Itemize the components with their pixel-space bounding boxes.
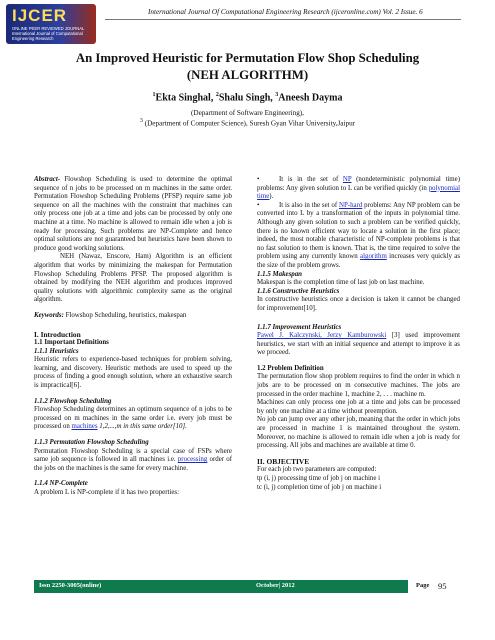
logo-subtext: ONLINE PEER REVIEWED JOURNAL International Journal of Computational Engineering Research xyxy=(12,26,85,41)
link-np-hard[interactable]: NP-hard xyxy=(338,201,363,209)
heading-improvement-heuristics: 1.1.7 Improvement Heuristics xyxy=(257,323,342,331)
author-list: $^1$Ekta Singhal, $^2$Shalu Singh, $^3$Aneesh Dayma xyxy=(152,92,343,104)
link-processing[interactable]: processing xyxy=(177,456,208,464)
heading-flowshop: 1.1.2 Flowshop Scheduling xyxy=(34,397,112,405)
paper-title-line2: (NEH ALGORITHM) xyxy=(186,68,309,82)
journal-logo xyxy=(6,4,96,44)
keywords: Keywords: Flowshop Scheduling, heuristics, makespan xyxy=(34,311,187,319)
paragraph-permutation-flowshop: Permutation Flowshop Scheduling is a special case of FSPs where same job sequence is followed in all machines i.e. processing order of the jobs on the machines is the same for every machine. xyxy=(34,447,232,472)
subsection-important-definitions: 1.1 Important Definitions xyxy=(34,339,109,347)
footer-date: October| 2012 xyxy=(256,582,295,589)
definition-tp: tp (i, j) processing time of job j on machine i xyxy=(257,475,381,482)
footer-issn: Issn 2250-3005(online) xyxy=(39,582,102,589)
link-machines[interactable]: machines xyxy=(71,423,98,431)
paper-title-line1: An Improved Heuristic for Permutation Flow Shop Scheduling xyxy=(75,51,420,65)
paragraph-problem-definition-3: No job can jump over any other job, meaning that the order in which jobs are processed in machine 1 is maintained throughout the system. Moreover, no machine is allowed to remain idle when a job is ready for processing. All jobs and machines are available at time 0. xyxy=(257,416,460,450)
section-introduction-heading: I. Introduction xyxy=(34,329,81,339)
definition-tc: tc (i, j) completion time of job j on machine i xyxy=(257,483,382,491)
journal-header-line: International Journal Of Computational Engineering Research (ijceronline.com) Vol. 2 Issue. 6 xyxy=(148,8,423,16)
logo-text: IJCER xyxy=(12,6,68,25)
affiliation-1: (Department of Software Engineering), xyxy=(191,109,304,117)
affiliation-2: $^3$ (Department of Computer Science), Suresh Gyan Vihar University,Jaipur xyxy=(139,118,356,128)
heading-problem-definition: 1.2 Problem Definition xyxy=(257,364,324,372)
paragraph-problem-definition-2: Machines can only process one job at a time and jobs can be processed by only one machine at a time without preemption. xyxy=(257,399,460,415)
paragraph-objective: For each job two parameters are computed: xyxy=(257,466,377,474)
heading-permutation-flowshop: 1.1.3 Permutation Flowshop Scheduling xyxy=(34,439,149,447)
abstract-paragraph-2: NEH (Nawaz, Enscore, Ham) Algorithm is an efficient algorithm that works by minimizing the makespan for Permutation Flowshop Scheduling Problems PFSP. The proposed algorithm is obtained by modifying the NEH algorithm and produces improved quality solutions with algorithmic complexity same as the original algorithm. xyxy=(34,253,232,304)
link-algorithm[interactable]: algorithm xyxy=(360,253,387,261)
link-polynomial-time[interactable]: polynomial time xyxy=(257,184,460,201)
page-number: 95 xyxy=(438,581,447,591)
footer-bar xyxy=(34,580,462,593)
heading-np-complete: 1.1.4 NP-Complete xyxy=(34,480,88,488)
heading-constructive-heuristics: 1.1.6 Constructive Heuristics xyxy=(257,287,340,295)
bullet-np-hard: • It is also in the set of NP-hard problems: Any NP problem can be converted into L by a transformation of the inputs in polynomial time. Although any given solution to such a problem can be verified quickly, there is no known efficient way to locate a solution in the first place; indeed, the most notable characteristic of NP-complete problems is that no fast solution to them is known. That is, the time required to solve the problem using any currently known algorithm increases very quickly as the size of the problem grows. xyxy=(257,202,460,271)
right-column xyxy=(257,176,460,492)
paragraph-flowshop: Flowshop Scheduling determines an optimum sequence of n jobs to be processed on m machines in the same order i.e. every job must be processed on machines 1,2,...,m in this same order[10]. xyxy=(34,406,232,431)
paragraph-problem-definition: The permutation flow shop problem requires to find the order in which n jobs are to be processed on m consecutive machines. The jobs are processed in the order machine 1, machine 2, . . . machine m. xyxy=(257,373,460,398)
heading-makespan: 1.1.5 Makespan xyxy=(257,270,302,278)
bullet-np: • It is in the set of NP (nondeterministic polynomial time) problems: Any given solution to L can be verified quickly (in polynomial time). xyxy=(257,176,460,202)
paragraph-makespan: Makespan is the completion time of last job on last machine. xyxy=(257,279,425,287)
link-authors-ref[interactable]: Pawel J. Kalczynski, Jerzy Kamburowski xyxy=(257,332,387,340)
paragraph-constructive-heuristics: In constructive heuristics once a decision is taken it cannot be changed for improvement[10]. xyxy=(257,296,460,312)
header-divider xyxy=(105,19,461,20)
left-column xyxy=(34,176,232,498)
link-np[interactable]: NP xyxy=(342,176,352,183)
heading-heuristics: 1.1.1 Heuristics xyxy=(34,347,79,355)
paragraph-np-complete: A problem L is NP-complete if it has two properties: xyxy=(34,489,179,496)
paragraph-improvement-heuristics: Pawel J. Kalczynski, Jerzy Kamburowski [3] used improvement heuristics, we start with an initial sequence and attempt to improve it as we proceed. xyxy=(257,332,461,357)
footer-page: Page 95 xyxy=(408,580,462,593)
paragraph-heuristics: Heuristic refers to experience-based techniques for problem solving, learning, and discovery. Heuristic methods are used to speed up the process of finding a good enough solution, where an exhaustive search is impractical[6]. xyxy=(34,356,232,390)
abstract: Abstract- Flowshop Scheduling is used to determine the optimal sequence of n jobs to be processed on m machines in the same order. Permutation Flowshop Scheduling Problems (PFSP) require same job sequence on all the machines with the constraint that machines can only process one job at a time and jobs can be processed by only one machine at a time. No machine is allowed to remain idle when a job is ready for processing. Such problems are NP-Complete and hence optimal solutions are not guaranteed but heuristics have been shown to produce good working solutions. xyxy=(34,176,232,252)
section-objective-heading: II. OBJECTIVE xyxy=(257,456,310,466)
